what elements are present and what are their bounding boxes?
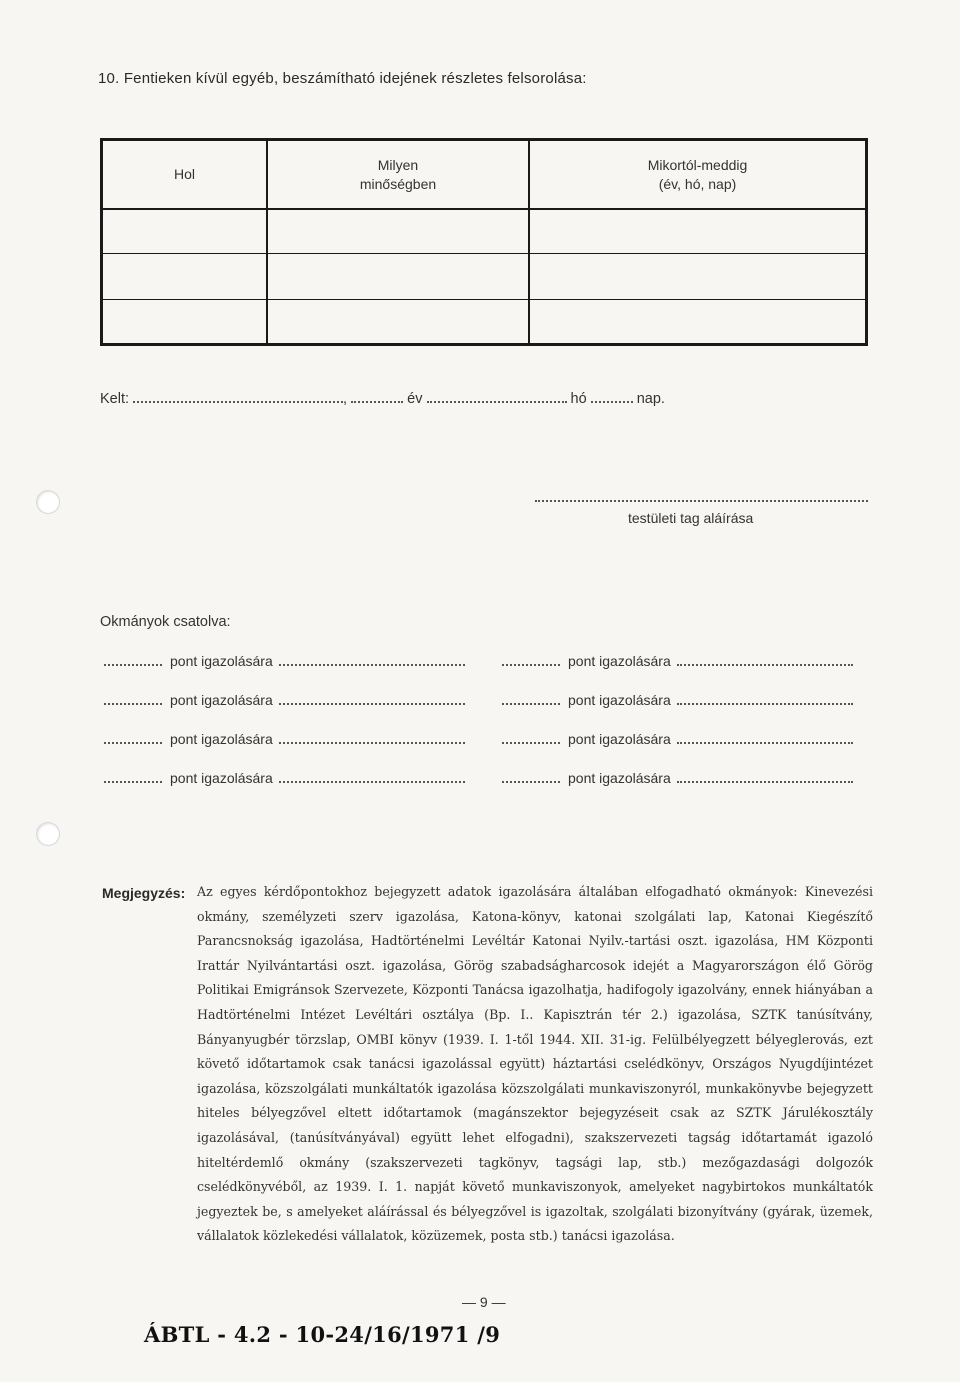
document-name-field[interactable] xyxy=(279,771,465,783)
pont-label: pont igazolására xyxy=(568,692,671,708)
month-field[interactable] xyxy=(427,389,567,403)
document-entry[interactable] xyxy=(104,770,465,786)
document-count-field[interactable] xyxy=(104,693,162,705)
place-field[interactable] xyxy=(133,389,343,403)
header-milyen xyxy=(268,141,528,208)
year-field[interactable] xyxy=(351,389,403,403)
document-name-field[interactable] xyxy=(677,654,853,666)
document-entry[interactable] xyxy=(502,692,853,708)
pont-label: pont igazolására xyxy=(170,770,273,786)
document-entry[interactable] xyxy=(104,653,465,669)
punch-hole-top xyxy=(36,490,60,514)
document-entry[interactable] xyxy=(502,731,853,747)
pont-label: pont igazolására xyxy=(170,653,273,669)
pont-label: pont igazolására xyxy=(568,731,671,747)
day-field[interactable] xyxy=(591,389,633,403)
punch-hole-bottom xyxy=(36,822,60,846)
row-divider xyxy=(103,253,865,254)
header-hol xyxy=(103,141,266,208)
document-name-field[interactable] xyxy=(677,732,853,744)
pont-label: pont igazolására xyxy=(170,692,273,708)
document-count-field[interactable] xyxy=(502,693,560,705)
header-milyen-line2: minőségben xyxy=(359,175,437,192)
section-heading: 10. Fentieken kívül egyéb, beszámítható idejének részletes felsorolása: xyxy=(98,70,587,87)
document-entry[interactable] xyxy=(104,731,465,747)
note-label: Megjegyzés: xyxy=(102,885,186,901)
pont-label: pont igazolására xyxy=(568,653,671,669)
header-milyen-line1: Milyen xyxy=(377,156,419,173)
document-count-field[interactable] xyxy=(502,654,560,666)
document-entry[interactable] xyxy=(502,653,853,669)
kelt-label: Kelt: xyxy=(100,391,130,407)
signature-label: testületi tag aláírása xyxy=(628,510,754,526)
document-count-field[interactable] xyxy=(104,732,162,744)
document-name-field[interactable] xyxy=(279,693,465,705)
pont-label: pont igazolására xyxy=(568,770,671,786)
document-entry[interactable] xyxy=(104,692,465,708)
document-count-field[interactable] xyxy=(502,732,560,744)
pont-label: pont igazolására xyxy=(170,731,273,747)
header-mikor xyxy=(530,141,865,208)
document-entry[interactable] xyxy=(502,770,853,786)
header-mikor-line1: Mikortól-meddig xyxy=(647,156,748,173)
archive-reference: ÁBTL - 4.2 - 10-24/16/1971 /9 xyxy=(144,1322,501,1347)
signature-field[interactable] xyxy=(535,492,868,502)
document-name-field[interactable] xyxy=(677,771,853,783)
document-count-field[interactable] xyxy=(104,771,162,783)
document-count-field[interactable] xyxy=(104,654,162,666)
document-count-field[interactable] xyxy=(502,771,560,783)
kelt-ev: év xyxy=(407,391,423,407)
row-divider xyxy=(103,299,865,300)
document-name-field[interactable] xyxy=(279,732,465,744)
attached-documents-title: Okmányok csatolva: xyxy=(100,614,231,630)
kelt-line: Kelt: , év hó nap. xyxy=(100,391,665,407)
kelt-nap: nap. xyxy=(636,391,665,407)
note-text: Az egyes kérdőpontokhoz bejegyzett adatok igazolására általában elfogadható okmányok: Kinevezési okmány, személyzeti szerv igazolása, Katona-könyv, katonai szolgálati lap, Katonai Kiegészítő Parancsnokság igazolása, Hadtörténelmi Levéltár Katonai Nyilv.-tartási oszt. igazolása, HM Központi Irattár Nyilvántartási oszt. igazolása, Görög szabadságharcosok idejét a Magyarországon élő Görög Politikai Emigránsok Szervezete, Központi Tanácsa igazolhatja, hadifogoly igazolvány, ennek hiányában a Hadtörténelmi Intézet Levéltári osztálya (Bp. I.. Kapisztrán tér 2.) igazolása, SZTK tanúsítvány, Bányanyugbér törzslap, OMBI könyv (1939. I. 1-től 1944. XII. 31-ig. Felülbélyegzett bélyeglerovás, ezt követő időtartamok csak tanácsi igazolással együtt) háztartási cselédkönyv, Országos Nyugdíjintézet igazolása, közszolgálati munkáltatók igazolása közszolgálati munkaviszonyról, munkakönyvbe bejegyzett hiteles bélyegzővel eltett időtartamok (magánszektor bejegyzéseit csak az SZTK Járulékosztály igazolásával, (tanúsítványával) együtt lehet elfogadni), szakszervezeti tagság időtartamát igazoló hiteltérdemlő okmány (szakszervezeti tagkönyv, tagsági lap, stb.) mezőgazdasági dolgozók cselédkönyvéből, az 1939. I. 1. napját követő munkaviszonyok, amelyeket nagybirtokos munkáltatók jegyeztek be, s amelyeket aláírással és bélyegzővel is igazoltak, szolgálati bizonyítvány (gyárak, üzemek, vállalatok közlekedési vállalatok, közüzemek, posta stb.) tanácsi igazolása. xyxy=(197,884,873,1244)
document-name-field[interactable] xyxy=(677,693,853,705)
header-hol-label: Hol xyxy=(173,166,195,182)
document-name-field[interactable] xyxy=(279,654,465,666)
service-time-table xyxy=(100,138,868,346)
header-mikor-line2: (év, hó, nap) xyxy=(658,175,737,192)
kelt-ho: hó xyxy=(570,391,587,407)
page-number: — 9 — xyxy=(462,1294,506,1310)
